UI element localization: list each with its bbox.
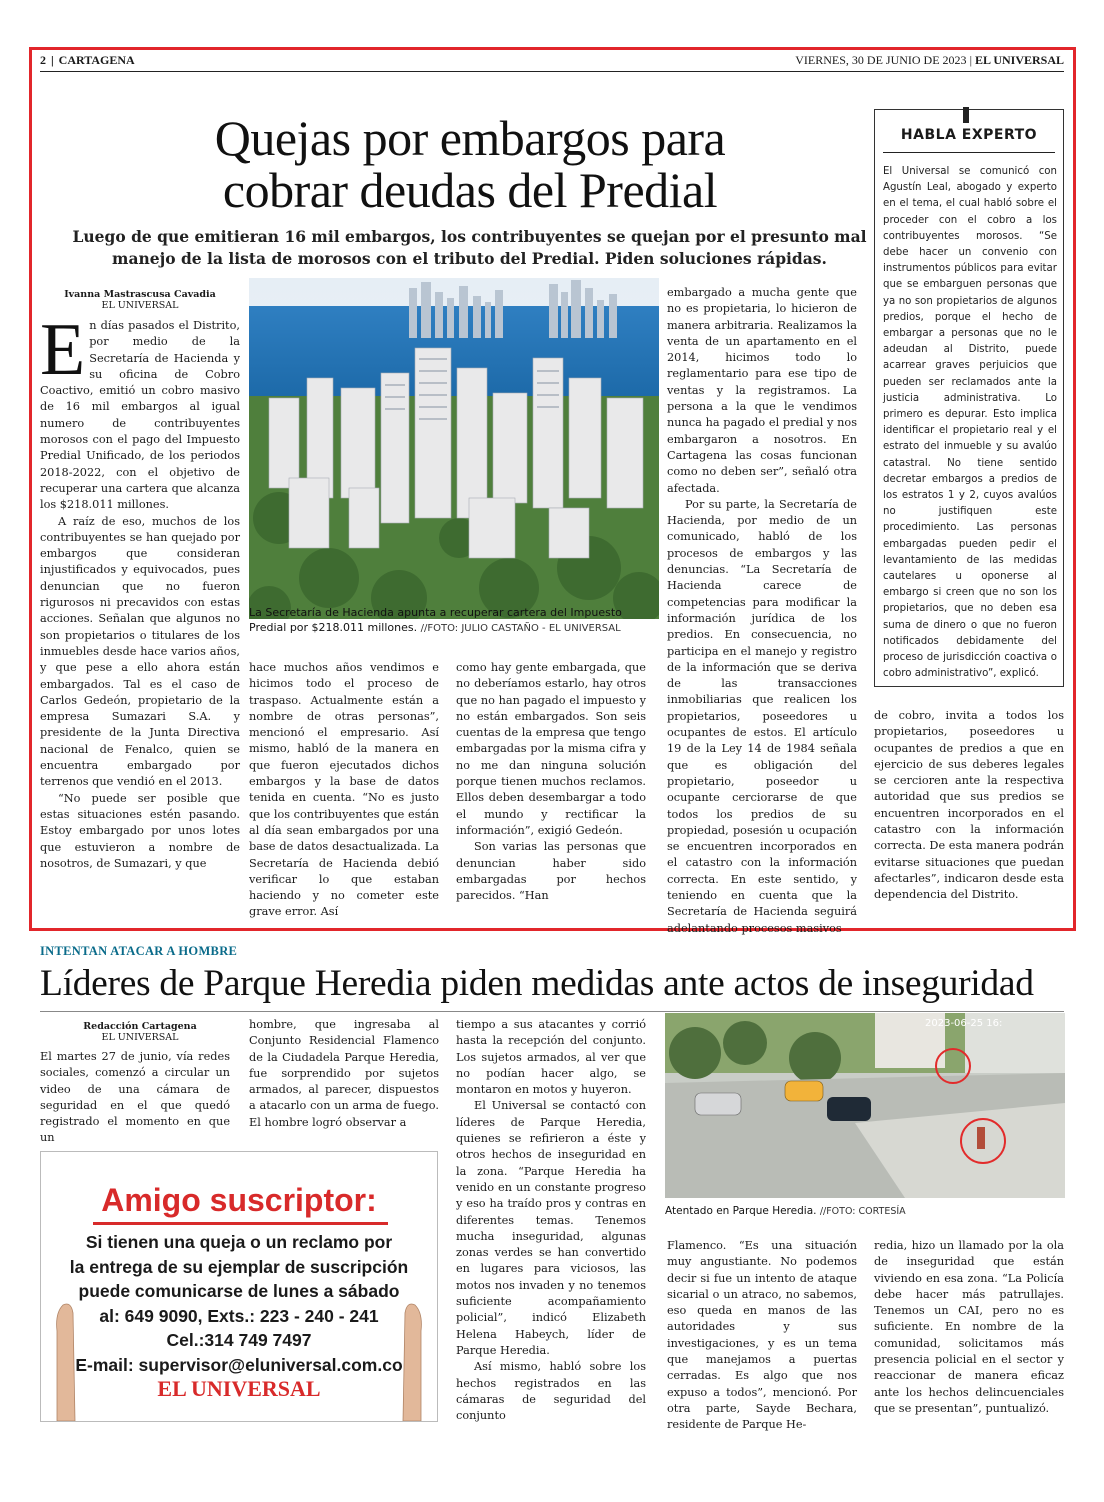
paragraph: Son varias las personas que denuncian haber sido embargadas por hechos parecidos. “Han bbox=[456, 840, 646, 903]
story2-rule bbox=[40, 1011, 1064, 1012]
story2-kicker: INTENTAN ATACAR A HOMBRE bbox=[40, 944, 238, 958]
ad-brand: EL UNIVERSAL bbox=[157, 1376, 321, 1401]
story2-byline bbox=[40, 1021, 240, 1043]
skyline-illustration bbox=[249, 278, 659, 619]
paragraph: hombre, que ingresaba al Conjunto Residencial Flamenco de la Ciudadela Parque Heredia, fue sorprendido por sujetos armados, al parecer, dispuestos a atacarlo con un arma de fuego. El hombre logró observar a bbox=[249, 1018, 439, 1129]
byline-name: Redacción Cartagena bbox=[83, 1021, 197, 1032]
story1-photo-caption bbox=[249, 605, 661, 636]
sidebar-title: HABLA EXPERTO bbox=[900, 127, 1038, 143]
paragraph: hace muchos años vendimos e hicimos todo el proceso de traspaso. Actualmente están a nombre de otras personas”, mencionó el empresario. Así mismo, habló de la manera en que fueron ejecutados dichos embargos y la base de datos tenida en cuenta. “No es justo que los contribuyentes que están al día sean embargados por una base de datos desactualizada. La Secretaría de Hacienda debió verificar lo que estaban haciendo y no cometer este grave error. Así bbox=[249, 661, 439, 919]
ad-title: Amigo suscriptor: bbox=[101, 1182, 377, 1218]
story2-photo-caption bbox=[665, 1205, 1065, 1217]
caption-text: Atentado en Parque Heredia. bbox=[665, 1205, 817, 1217]
section-name: CARTAGENA bbox=[58, 53, 135, 67]
story1-column-3 bbox=[456, 660, 646, 904]
story2-column-1 bbox=[40, 1049, 230, 1147]
sidebar-accent-bar bbox=[963, 107, 969, 123]
paragraph: de cobro, invita a todos los propietarios, poseedores u ocupantes de predios a que en ejercicio de sus deberes legales se cercioren ante la respectiva autoridad que sus predios se encuentren incorporados en el catastro con la información correcta. De esta manera podrán evitarse situaciones que puedan afectarles”, indicaron desde esta dependencia del Distrito. bbox=[874, 709, 1064, 902]
photo-credit: //FOTO: CORTESÍA bbox=[819, 1206, 906, 1217]
paragraph: tiempo a sus atacantes y corrió hasta la recepción del conjunto. Los sujetos armados, al ver que no podían hacer algo, se montaron en motos y huyeron. bbox=[456, 1018, 646, 1097]
story2-column-4 bbox=[667, 1238, 857, 1434]
camera-timestamp: 2023-06-25 16: bbox=[925, 1018, 1003, 1029]
paragraph: como hay gente embargada, que no deberíamos estarlo, hay otros que no han pagado el impuesto y no están embargados. Son seis cuentas de la empresa que tengo embargadas por la misma cifra y no me dan ninguna solución porque tienen muchos reclamos. Ellos deben desembargar a todo el mundo y rectificar la información”, exigió Gedeón. bbox=[456, 661, 646, 837]
issue-date: VIERNES, 30 DE JUNIO DE 2023 bbox=[795, 53, 967, 67]
ad-body bbox=[41, 1230, 437, 1377]
story2-column-5 bbox=[874, 1238, 1064, 1417]
story1-byline bbox=[40, 289, 240, 311]
page-header-right: VIERNES, 30 DE JUNIO DE 2023 | EL UNIVERSAL bbox=[795, 53, 1064, 67]
story1-column-1 bbox=[40, 309, 240, 872]
security-camera-photo bbox=[665, 1013, 1065, 1198]
ad-rule bbox=[93, 1222, 388, 1225]
paragraph: El martes 27 de junio, vía redes sociales, comenzó a circular un video de una cámara de seguridad en el que quedó registrado el momento en que un bbox=[40, 1050, 230, 1145]
story1-column-5 bbox=[874, 708, 1064, 904]
story2-column-2 bbox=[249, 1017, 439, 1131]
paragraph bbox=[40, 309, 240, 514]
paragraph: embargado a mucha gente que no es propietaria, lo hicieron de manera arbitraria. Realizamos la venta de un apartamento en el 2014, hicimos todo lo reglamentario para ese tipo de ventas y la registramos. La persona a la que le vendimos nunca ha pagado el predial y nos embargaron a nosotros. En Cartagena las cosas funcionan como no deben ser”, señaló otra afectada. bbox=[667, 286, 857, 495]
story1-deck: Luego de que emitieran 16 mil embargos, los contribuyentes se quejan por el presunto mal manejo de la lista de morosos con el tributo del Predial. Piden soluciones rápidas. bbox=[72, 227, 867, 268]
story1-column-2 bbox=[249, 660, 439, 921]
header-separator: | bbox=[51, 53, 54, 67]
ad-email: E-mail: supervisor@eluniversal.com.co bbox=[75, 1354, 403, 1375]
sidebar-body: El Universal se comunicó con Agustín Leal, abogado y experto en el tema, el cual habló sobre el proceder con el cobro a los contribuyentes morosos. “Se debe hacer un convenio con instrumentos públicos para evitar que se embarguen personas que ya no son propietarios de algunos predios, porque el hecho de embargar a personas que no le adeudan al Distrito, puede acarrear graves perjuicios que pueden ser reclamados ante la justicia administrativa. Lo primero es depurar. Esto implica identificar el propietario real y el estrato del inmueble y su avalúo catastral. No tiene sentido decretar embargos a predios de los estratos 1 y 2, cuyos avalúos no justifiquen este procedimiento. Las personas embargadas pueden pedir el levantamiento de las medidas cautelares u oponerse al embargo si creen que no son los propietarios, que no deben esa suma de dinero o que no fueron notificados debidamente del proceso de jurisdicción coactiva o cobro administrativo”, explicó. bbox=[883, 166, 1057, 680]
camera-still-illustration bbox=[665, 1013, 1065, 1198]
paper-name: EL UNIVERSAL bbox=[974, 53, 1064, 67]
ad-line: Si tienen una queja o un reclamo por bbox=[85, 1232, 393, 1252]
drop-cap: E bbox=[40, 309, 86, 391]
photo-credit: //FOTO: JULIO CASTAÑO - EL UNIVERSAL bbox=[420, 623, 621, 634]
story2-column-3 bbox=[456, 1017, 646, 1424]
headline-line-2: cobrar deudas del Predial bbox=[222, 162, 718, 218]
ad-line: puede comunicarse de lunes a sábado bbox=[78, 1281, 400, 1301]
subscriber-ad bbox=[40, 1151, 438, 1422]
story2-headline: Líderes de Parque Heredia piden medidas ante actos de inseguridad bbox=[40, 963, 1034, 1004]
paragraph: El Universal se contactó con líderes de Parque Heredia, quienes se refirieron a éste y otros hechos de inseguridad en la zona. “Parque Heredia ha venido en un constante progreso y eso ha traído pros y contras en diferentes temas. Tenemos mucha inseguridad, algunas zonas verdes se han convertido en lugares para viciosos, las motos nos invaden y no tenemos suficiente acompañamiento policial”, indicó Elizabeth Helena Habeych, líder de Parque Heredia. bbox=[456, 1099, 646, 1357]
paragraph: Flamenco. “Es una situación muy angustiante. No podemos decir si fue un intento de ataque sicarial o un atraco, no sabemos, eso queda en manos de las autoridades y sus investigaciones, y es un tema que manejamos a puertas cerradas. Es algo que nos expuso a todos”, mencionó. Por otra parte, Sayde Bechara, residente de Parque He- bbox=[667, 1239, 857, 1432]
paragraph: “No puede ser posible que estas situaciones estén pasando. Estoy embargado por unos lotes que estuvieron a nombre de nosotros, de Sumazari, y que bbox=[40, 791, 240, 870]
byline-org: EL UNIVERSAL bbox=[101, 300, 179, 311]
caption-text: La Secretaría de Hacienda apunta a recuperar cartera del Impuesto Predial por $218.011 millones. bbox=[249, 606, 622, 634]
sidebar-rule bbox=[883, 152, 1055, 153]
paragraph: Por su parte, la Secretaría de Hacienda, por medio de un comunicado, habló de los procesos de embargos y las denuncias. “La Secretaría de Hacienda carece de competencias para modificar la información jurídica de los predios. En consecuencia, no participa en el manejo y registro de la información que se deriva de las transacciones inmobiliarias que realicen los propietarios, poseedores u ocupantes de estos. El artículo 19 de la Ley 14 de 1984 señala que es obligación del propietario, poseedor u ocupante cerciorarse de que todos los predios de su propiedad, posesión u ocupación se encuentren incorporados en el catastro con la información correcta. En este sentido, y teniendo en cuenta que la Secretaría de Hacienda seguirá adelantando procesos masivos bbox=[667, 497, 857, 935]
ad-cell: Cel.:314 749 7497 bbox=[166, 1330, 312, 1350]
page-number: 2 bbox=[40, 53, 46, 67]
expert-sidebar bbox=[874, 109, 1064, 687]
ad-phone: al: 649 9090, Exts.: 223 - 240 - 241 bbox=[99, 1305, 379, 1326]
paragraph: A raíz de eso, muchos de los contribuyentes se han quejado por embargos que consideran injustificados y equivocados, pues denuncian que no fueron rigurosos ni precavidos con estas acciones. Señalan que algunos no son propietarios o titulares de los inmuebles desde hace varios años, y que pese a ello ahora están embargados. Tal es el caso de Carlos Gedeón, propietario de la empresa Sumazari S.A. y presidente de la Junta Directiva nacional de Fenalco, quien se encuentra embargado por terrenos que vendió en el 2013. bbox=[40, 514, 240, 789]
story1-headline bbox=[80, 112, 860, 216]
byline-org: EL UNIVERSAL bbox=[101, 1032, 179, 1043]
paragraph-text: n días pasados el Distrito, por medio de la Secretaría de Hacienda y su oficina de Cobro Coactivo, emitió un cobro masivo de 16 mil embargos al igual numero de contribuyentes morosos con el pago del Impuesto Predial Unificado, de los periodos 2018-2022, con el objetivo de recuperar una cartera que alcanza los $218.011 millones. bbox=[40, 319, 240, 512]
headline-line-1: Quejas por embargos para bbox=[214, 110, 726, 166]
story1-column-4 bbox=[667, 285, 857, 937]
byline-name: Ivanna Mastrascusa Cavadia bbox=[64, 289, 216, 300]
paragraph: Así mismo, habló sobre los hechos registrados en las cámaras de seguridad del conjunto bbox=[456, 1360, 646, 1423]
paragraph: redia, hizo un llamado por la ola de inseguridad que están viviendo en esa zona. “La Policía debe hacer más patrullajes. Tenemos un CAI, pero no es suficiente. En nombre de la comunidad, solicitamos más presencia policial en el sector y reaccionar de manera eficaz ante los hechos delincuenciales que se presentan”, puntualizó. bbox=[874, 1239, 1064, 1415]
ad-line: la entrega de su ejemplar de suscripción bbox=[69, 1256, 409, 1277]
cartagena-skyline-photo bbox=[249, 278, 659, 619]
